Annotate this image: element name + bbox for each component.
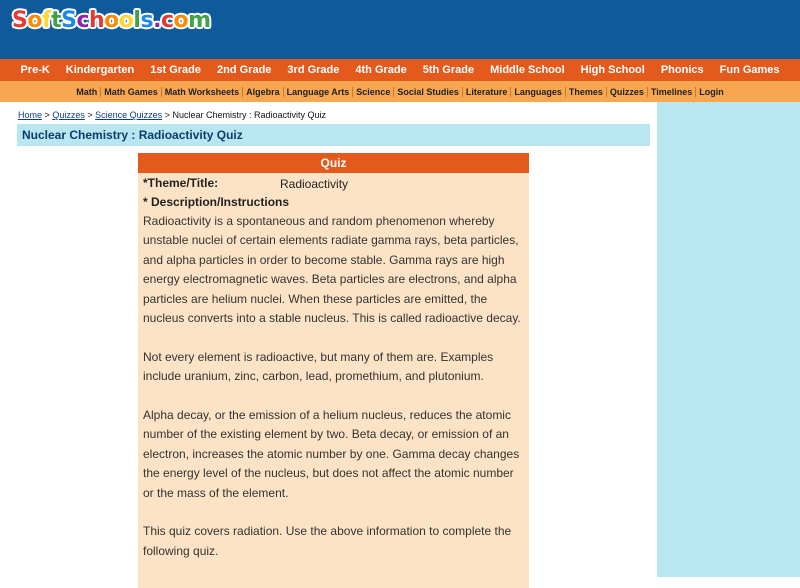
- breadcrumb-sep: >: [44, 110, 50, 120]
- description-paragraph: This quiz covers radiation. Use the above information to complete the following quiz.: [143, 524, 512, 558]
- nav-quizzes[interactable]: Quizzes: [606, 87, 647, 97]
- nav-5th-grade[interactable]: 5th Grade: [422, 64, 475, 76]
- quiz-box: [138, 153, 529, 588]
- breadcrumb: [18, 110, 326, 120]
- nav-math[interactable]: Math: [76, 86, 98, 97]
- quiz-header: Quiz: [138, 153, 529, 173]
- nav-language-arts[interactable]: Language Arts: [283, 87, 353, 97]
- breadcrumb-science-quizzes[interactable]: Science Quizzes: [95, 110, 163, 120]
- nav-kindergarten[interactable]: Kindergarten: [65, 64, 135, 76]
- breadcrumb-current: Nuclear Chemistry : Radioactivity Quiz: [172, 110, 326, 120]
- description-label: * Description/Instructions: [143, 195, 290, 209]
- softschools-logo[interactable]: SoftSchools.com: [12, 8, 211, 33]
- nav-timelines[interactable]: Timelines: [647, 87, 695, 97]
- nav-login[interactable]: Login: [695, 87, 727, 97]
- page-title-bar: [17, 124, 650, 146]
- nav-languages[interactable]: Languages: [510, 87, 565, 97]
- right-sidebar: [657, 102, 800, 577]
- nav-fun-games[interactable]: Fun Games: [719, 64, 780, 76]
- nav-4th-grade[interactable]: 4th Grade: [355, 64, 407, 76]
- description-paragraph: Alpha decay, or the emission of a helium nucleus, reduces the atomic number of the existing element by two. Beta decay, or emission of an electron, increases the atomic number by one. Gamma decay changes the energy level of the nucleus, but does not affect the atomic number or the mass of the element.: [143, 408, 520, 500]
- nav-3rd-grade[interactable]: 3rd Grade: [287, 64, 340, 76]
- nav-algebra[interactable]: Algebra: [242, 87, 283, 97]
- nav-science[interactable]: Science: [352, 87, 393, 97]
- nav-social-studies[interactable]: Social Studies: [393, 87, 462, 97]
- breadcrumb-quizzes[interactable]: Quizzes: [52, 110, 85, 120]
- nav-phonics[interactable]: Phonics: [660, 64, 704, 76]
- description-paragraph: Radioactivity is a spontaneous and random phenomenon whereby unstable nuclei of certain elements radiate gamma rays, beta particles, and alpha particles in order to become stable. Gamma rays are high energy electromagnetic waves. Beta particles are electrons, and alpha particles are helium nuclei. When these particles are emitted, the nucleus converts into a stable nucleus. This is called radioactive decay.: [143, 214, 521, 326]
- nav-pre-k[interactable]: Pre-K: [20, 64, 50, 76]
- primary-nav: [0, 59, 800, 81]
- breadcrumb-sep: >: [87, 110, 93, 120]
- page-title: Nuclear Chemistry : Radioactivity Quiz: [22, 128, 243, 142]
- breadcrumb-sep: >: [164, 110, 170, 120]
- nav-literature[interactable]: Literature: [462, 87, 511, 97]
- nav-middle-school[interactable]: Middle School: [490, 64, 565, 76]
- theme-value: Radioactivity: [280, 177, 349, 191]
- theme-label: *Theme/Title:: [143, 176, 219, 190]
- site-header: [0, 0, 800, 59]
- nav-math-games[interactable]: Math Games: [100, 87, 161, 97]
- nav-high-school[interactable]: High School: [580, 64, 645, 76]
- description-paragraph: Not every element is radioactive, but many of them are. Examples include uranium, zinc, carbon, lead, promethium, and plutonium.: [143, 349, 494, 384]
- theme-row: [138, 173, 529, 193]
- nav-1st-grade[interactable]: 1st Grade: [150, 64, 202, 76]
- secondary-nav: [0, 81, 800, 102]
- breadcrumb-home[interactable]: Home: [18, 110, 43, 120]
- nav-themes[interactable]: Themes: [565, 87, 606, 97]
- nav-2nd-grade[interactable]: 2nd Grade: [217, 64, 272, 76]
- nav-math-worksheets[interactable]: Math Worksheets: [161, 87, 242, 97]
